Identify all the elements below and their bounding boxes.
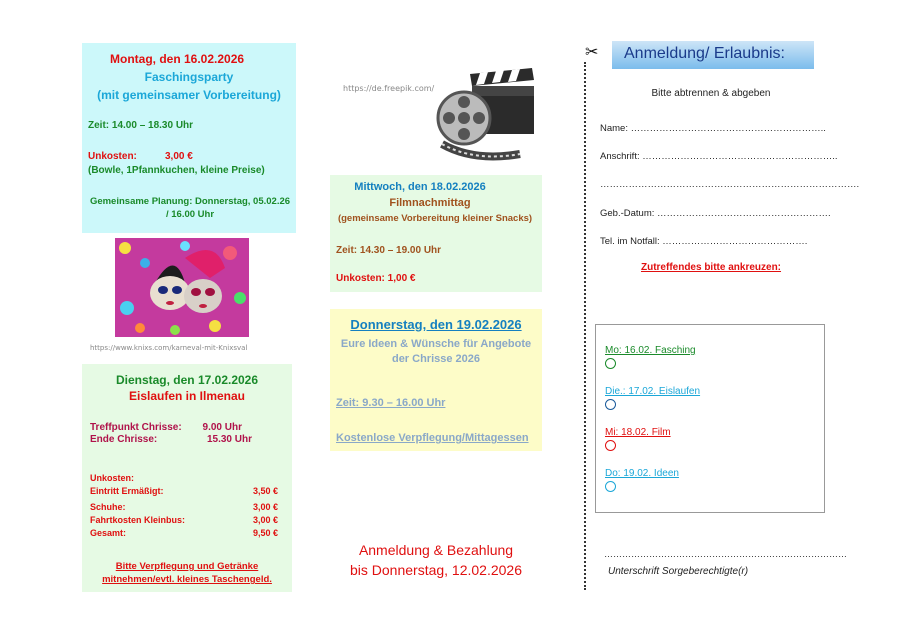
tuesday-note: Bitte Verpflegung und Getränke mitnehmen/evtl. kleines Taschengeld. bbox=[102, 561, 272, 585]
tuesday-times bbox=[90, 422, 282, 445]
deadline-line1: Anmeldung & Bezahlung bbox=[358, 542, 514, 558]
cost-label: Fahrtkosten Kleinbus: bbox=[90, 515, 186, 525]
carnival-masks-image bbox=[115, 238, 249, 337]
tuesday-heading: Dienstag, den 17.02.2026 bbox=[115, 373, 259, 387]
end-value: 15.30 Uhr bbox=[206, 434, 252, 445]
cost-label: Eintritt Ermäßigt: bbox=[90, 486, 164, 496]
name-field[interactable]: Name: …………………………………………………….. bbox=[600, 123, 826, 134]
cost-value: 3,50 € bbox=[252, 486, 278, 496]
monday-time: Zeit: 14.00 – 18.30 Uhr bbox=[88, 120, 194, 131]
option-wednesday[interactable] bbox=[605, 427, 671, 451]
thursday-text: Eure Ideen & Wünsche für Angebote der Chrisse 2026 bbox=[340, 338, 532, 365]
option-label: Die.: 17.02. Eislaufen bbox=[605, 386, 701, 397]
birthdate-field[interactable]: Geb.-Datum: ………………………………………………. bbox=[600, 208, 831, 219]
wednesday-title: Filmnachmittag bbox=[389, 197, 471, 209]
film-clapper-icon bbox=[434, 66, 538, 164]
form-title: Anmeldung/ Erlaubnis: bbox=[624, 45, 785, 62]
monday-subtitle: (mit gemeinsamer Vorbereitung) bbox=[97, 88, 281, 102]
options-box bbox=[595, 324, 825, 513]
option-label: Mi: 18.02. Film bbox=[605, 427, 671, 438]
tuesday-box bbox=[82, 364, 292, 592]
monday-cost-note: (Bowle, 1Pfannkuchen, kleine Preise) bbox=[88, 165, 265, 176]
cost-value: 3,00 € bbox=[252, 515, 278, 525]
film-image bbox=[434, 66, 538, 164]
scissors-icon: ✂ bbox=[585, 44, 599, 61]
cost-value: 9,50 € bbox=[252, 528, 278, 538]
monday-title: Faschingsparty bbox=[144, 70, 234, 84]
option-label: Do: 19.02. Ideen bbox=[605, 468, 679, 479]
form-instruction: Bitte abtrennen & abgeben bbox=[651, 88, 771, 99]
address-line2-field[interactable]: ………………………………………………………………………. bbox=[600, 179, 860, 190]
wednesday-heading: Mittwoch, den 18.02.2026 bbox=[354, 181, 486, 193]
monday-cost-label: Unkosten: bbox=[88, 151, 137, 162]
option-thursday[interactable] bbox=[605, 468, 679, 492]
carnival-masks-icon bbox=[115, 238, 249, 337]
wednesday-cost: Unkosten: 1,00 € bbox=[336, 273, 416, 284]
tuesday-title: Eislaufen in Ilmenau bbox=[128, 389, 246, 403]
monday-heading: Montag, den 16.02.2026 bbox=[110, 52, 245, 66]
thursday-heading: Donnerstag, den 19.02.2026 bbox=[350, 317, 522, 332]
costs-heading: Unkosten: bbox=[90, 473, 135, 483]
freepik-credit: https://de.freepik.com/ bbox=[343, 84, 435, 93]
emergency-phone-field[interactable]: Tel. im Notfall: ………………………………………. bbox=[600, 236, 808, 247]
cost-label: Schuhe: bbox=[90, 502, 126, 512]
thursday-food: Kostenlose Verpflegung/Mittagessen bbox=[336, 432, 529, 444]
form-title-box bbox=[612, 41, 814, 69]
cut-line bbox=[584, 62, 586, 590]
option-checkbox[interactable] bbox=[605, 440, 616, 451]
monday-planning: Gemeinsame Planung: Donnerstag, 05.02.26 / 16.00 Uhr bbox=[89, 196, 291, 220]
deadline-line2: bis Donnerstag, 12.02.2026 bbox=[349, 562, 522, 578]
thursday-time: Zeit: 9.30 – 16.00 Uhr bbox=[336, 397, 446, 409]
signature-line[interactable]: ……………………………………………………………………… bbox=[604, 549, 847, 559]
signature-label: Unterschrift Sorgeberechtigte(r) bbox=[608, 566, 749, 577]
cost-value: 3,00 € bbox=[252, 502, 278, 512]
monday-cost-value: 3,00 € bbox=[165, 151, 193, 162]
wednesday-time: Zeit: 14.30 – 19.00 Uhr bbox=[336, 245, 442, 256]
thursday-box bbox=[330, 309, 542, 451]
wednesday-subtitle: (gemeinsame Vorbereitung kleiner Snacks) bbox=[337, 213, 533, 224]
option-label: Mo: 16.02. Fasching bbox=[605, 345, 696, 356]
tuesday-costs bbox=[90, 472, 278, 540]
cost-label: Gesamt: bbox=[90, 528, 127, 538]
deadline bbox=[336, 540, 536, 580]
option-checkbox[interactable] bbox=[605, 358, 616, 369]
check-hint: Zutreffendes bitte ankreuzen: bbox=[640, 262, 782, 273]
wednesday-box bbox=[330, 175, 542, 292]
option-checkbox[interactable] bbox=[605, 481, 616, 492]
monday-box bbox=[82, 43, 296, 233]
option-checkbox[interactable] bbox=[605, 399, 616, 410]
meet-label: Treffpunkt Chrisse: bbox=[90, 422, 182, 433]
option-tuesday[interactable] bbox=[605, 386, 700, 410]
option-monday[interactable] bbox=[605, 345, 696, 369]
carnival-image-credit: https://www.knixs.com/karneval-mit-Knixsval bbox=[90, 344, 248, 352]
address-field[interactable]: Anschrift: …………………………………………………….. bbox=[600, 151, 838, 162]
end-label: Ende Chrisse: bbox=[90, 434, 158, 445]
meet-value: 9.00 Uhr bbox=[202, 422, 242, 433]
